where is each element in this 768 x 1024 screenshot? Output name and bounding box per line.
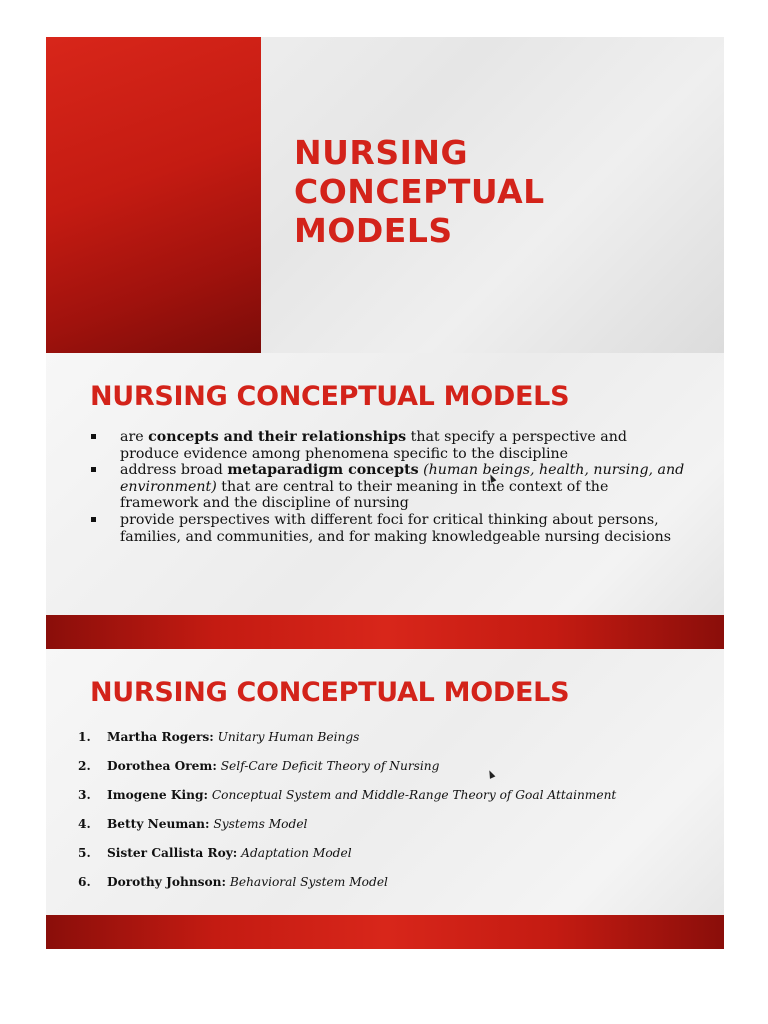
red-accent-block [46,37,261,353]
title-line-2: CONCEPTUAL [294,172,545,211]
bullet-bold-text: metaparadigm concepts [227,462,419,479]
theorist-name: Imogene King: [107,788,208,802]
red-footer-band [46,615,724,649]
bullet-bold-text: concepts and their relationships [148,429,407,445]
models-list-slide [46,649,724,949]
item-number: 2. [78,759,91,773]
list-item [78,874,718,903]
red-footer-band [46,915,724,949]
list-item [78,787,718,816]
square-bullet-icon [91,517,96,522]
item-number: 1. [78,730,91,744]
theorist-name: Dorothea Orem: [107,759,217,773]
list-item [78,845,718,874]
model-name: Conceptual System and Middle-Range Theory of Goal Attainment [211,788,617,802]
theorist-name: Dorothy Johnson: [107,875,227,889]
theorist-name: Betty Neuman: [107,817,210,831]
theorist-name: Sister Callista Roy: [107,846,238,860]
title-slide [46,37,724,353]
bullet-italic-text: (human beings, health, nursing, and environment) [120,462,685,495]
bullet-list [90,429,690,545]
square-bullet-icon [91,467,96,472]
slide-heading: NURSING CONCEPTUAL MODELS [90,381,570,412]
bullet-item [90,512,690,545]
bullet-item [90,462,690,512]
model-name: Unitary Human Beings [217,730,360,744]
model-name: Behavioral System Model [229,875,388,889]
bullet-text: that are central to their meaning in the context of the framework and the discipline of nursing [120,478,609,512]
model-name: Adaptation Model [241,846,352,860]
item-number: 4. [78,817,91,831]
list-item [78,816,718,845]
item-number: 6. [78,875,91,889]
models-list [78,729,718,903]
bullet-item [90,429,690,462]
title-line-3: MODELS [294,211,453,250]
bullet-text: address broad [120,462,228,479]
list-item [78,758,718,787]
slide-heading: NURSING CONCEPTUAL MODELS [90,677,570,708]
definition-slide [46,353,724,649]
item-number: 5. [78,846,91,860]
slide-title [294,133,694,250]
bullet-text: that specify a perspective and produce evidence among phenomena specific to the discipline [120,429,627,462]
square-bullet-icon [91,434,96,439]
item-number: 3. [78,788,91,802]
bullet-text: provide perspectives with different foci for critical thinking about persons, families, and communities, and for making knowledgeable nursing decisions [120,511,672,545]
title-line-1: NURSING [294,133,469,172]
bullet-text: are [120,429,149,445]
list-item [78,729,718,758]
theorist-name: Martha Rogers: [107,730,214,744]
model-name: Systems Model [213,817,308,831]
model-name: Self-Care Deficit Theory of Nursing [220,759,440,773]
